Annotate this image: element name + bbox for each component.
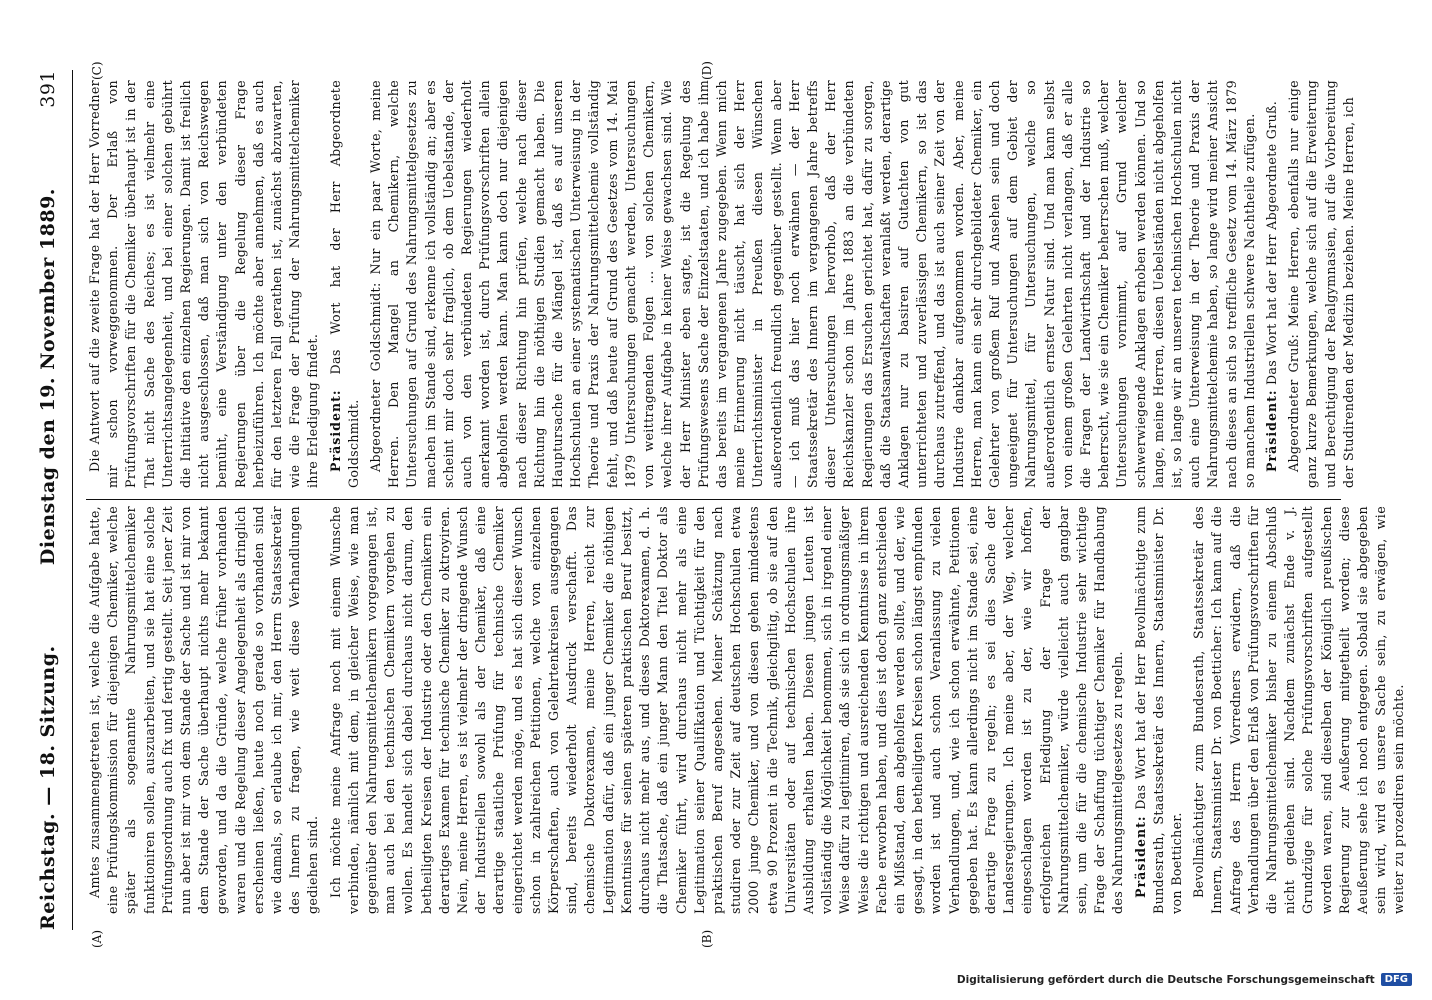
header-rule [72, 70, 73, 930]
paragraph [327, 80, 363, 488]
paragraph [1190, 506, 1408, 914]
paragraph [1285, 80, 1358, 488]
column-divider [86, 499, 1341, 500]
left-column [86, 506, 1413, 914]
paragraph-text: Abgeordneter Goldschmidt: Nur ein paar Worte, meine Herren. Den Mangel an Chemikern, welche Untersuchungen auf Grund des Nahrungsmittelgesetzes zu machen im Stande sind, erkenne ich vollständig an; aber es scheint mir doch sehr fraglich, ob dem Uebelstande, der auch von den verbündeten Regierungen wiederholt anerkannt worden ist, durch Prüfungsvorschriften allein abgeholfen werden kann. Man kann doch nur diejenigen nach dieser Richtung hin prüfen, welche nach dieser Richtung hin die nöthigen Studien gemacht haben. Die Hauptursache für die Mängel ist, daß es auf unseren Hochschulen an einer systematischen Unterweisung in der Theorie und Praxis der Nahrungsmittelchemie vollständig fehlt, und daß heute auf Grund des Gesetzes vom 14. Mai 1879 Untersuchungen gemacht werden, Untersuchungen von weittragenden Folgen ... von solchen Chemikern, welche ihrer Aufgabe in keiner Weise gewachsen sind. Wie der Herr Minister eben sagte, ist die Regelung des Prüfungswesens Sache der Einzelstaaten, und ich habe ihm das bereits im vergangenen Jahre zugegeben. Wenn mich meine Erinnerung nicht täuscht, hat sich der Herr Unterrichtsminister in Preußen diesen Wünschen außerordentlich freundlich gegenüber gestellt. Wenn aber — ich muß das hier noch erwähnen — der Herr Staatssekretär des Innern im vergangenen Jahre betreffs dieser Untersuchungen hervorhob, daß der Herr Reichskanzler schon im Jahre 1883 an die verbündeten Regierungen das Ersuchen gerichtet hat, dafür zu sorgen, daß die Staatsanwaltschaften veranlaßt werden, derartige Anklagen nur zu basiren auf Gutachten von gut unterrichteten und zuverlässigen Chemikern, so ist das durchaus zutreffend, und das ist auch seiner Zeit von der Industrie dankbar aufgenommen worden. Aber, meine Herren, man kann ein sehr durchgebildeter Chemiker, ein Gelehrter von großem Ruf und Ansehen sein und doch ungeeignet für Untersuchungen auf dem Gebiet der Nahrungsmittel, für Untersuchungen, welche so außerordentlich ernster Natur sind. Und man kann selbst von einem großen Gelehrten nicht verlangen, daß er alle die Fragen der Landwirthschaft und der Industrie so beherrscht, wie sie ein Chemiker beherrschen muß, welcher Untersuchungen vornimmt, auf Grund welcher schwerwiegende Anklagen erhoben werden können. Und so lange, meine Herren, diesen Uebelständen nicht abgeholfen ist, so lange wir an unseren technischen Hochschulen nicht auch eine Unterweisung in der Theorie und Praxis der Nahrungsmittelchemie haben, so lange wird meiner Ansicht nach dieses an sich so treffliche Gesetz vom 14. März 1879 so manchem Industriellen schwere Nachtheile zufügen. [368, 80, 1257, 488]
speaker-label: Präsident: [1264, 389, 1279, 472]
paragraph-text: Das Wort hat der Herr Abgeordnete Gruß. [1264, 100, 1279, 386]
paragraph-text: Bevollmächtigter zum Bundesrath, Staatssekretär des Innern, Staatsminister Dr. von Boetticher: Ich kann auf die Anfrage des Herrn Vorredners erwidern, daß die Verhandlungen über den Erlaß von Prüfungsvorschriften für die Nahrungsmittelchemiker bisher zu einem Abschluß nicht gediehen sind. Nachdem zunächst Ende v. J. Grundzüge für solche Prüfungsvorschriften aufgestellt worden waren, sind dieselben der Königlich preußischen Regierung zur Aeußerung mitgetheilt worden; diese Aeußerung sehe ich noch entgegen. Sobald sie abgegeben sein wird, wird es unsere Sache sein, zu erwägen, wie weiter zu prozediren sein möchte. [1191, 506, 1407, 914]
paragraph [327, 506, 1128, 914]
margin-marker-d: (D) [700, 61, 714, 80]
page-header [28, 70, 68, 930]
margin-marker-c: (C) [90, 61, 104, 80]
header-title: Reichstag. — 18. Sitzung. [37, 645, 59, 930]
footer-text: Digitalisierung gefördert durch die Deutsche Forschungsgemeinschaft [956, 973, 1375, 986]
margin-marker-a: (A) [90, 929, 104, 948]
paragraph [86, 80, 323, 488]
speaker-label: Präsident: [327, 389, 343, 472]
paragraph [1263, 80, 1281, 488]
margin-marker-b: (B) [700, 929, 714, 948]
paragraph-text: Das Wort hat der Herr Abgeordnete Goldschmidt. [327, 80, 361, 488]
paragraph [1132, 506, 1187, 914]
speaker-label: Präsident: [1132, 815, 1148, 898]
header-date: Dienstag den 19. November 1889. [37, 188, 59, 566]
paragraph-text: Amtes zusammengetreten ist, welche die Aufgabe hatte, eine Prüfungskommission für diejenigen Chemiker, welche später als sogenannte Nahrungsmittelchemiker funktioniren sollen, auszuarbeiten, und sie hat eine solche Prüfungsordnung auch fix und fertig gestellt. Seit jener Zeit nun aber ist mir von dem Stande der Sache und ist mir von dem Stande der Sache überhaupt nichts mehr bekannt geworden, und da die Gründe, welche früher vorhanden waren und die Regelung dieser Angelegenheit als dringlich erscheinen ließen, heute noch gerade so vorhanden sind wie damals, so erlaube ich mir, den Herrn Staatssekretär des Innern zu fragen, wie weit diese Verhandlungen gediehen sind. [87, 506, 321, 914]
digitization-footer [120, 973, 1412, 986]
paragraph-text: Abgeordneter Gruß: Meine Herren, ebenfalls nur einige ganz kurze Bemerkungen, welche sich auf die Erweiterung und Berechtigung der Realgymnasien, auf die Vorbereitung der Studirenden der Medizin beziehen. Meine Herren, ich [1286, 80, 1356, 488]
dfg-logo: DFG [1381, 973, 1412, 986]
paragraph-text: Ich möchte meine Anfrage noch mit einem Wunsche verbinden, nämlich mit dem, in gleicher Weise, wie man gegenüber den Nahrungsmittelchemikern vorgegangen ist, man auch bei den technischen Chemikern vorgehen zu wollen. Es handelt sich dabei durchaus nicht darum, den betheiligten Kreisen der Industrie oder den Chemikern ein derartiges Examen für technische Chemiker zu oktroyiren. Nein, meine Herren, es ist vielmehr der dringende Wunsch der Industriellen sowohl als der Chemiker, daß eine derartige staatliche Prüfung für technische Chemiker eingerichtet werden möge, und es hat sich dieser Wunsch schon in zahlreichen Petitionen, welche von einzelnen Körperschaften, auch von Gelehrtenkreisen ausgegangen sind, bereits wiederholt Ausdruck verschafft. Das chemische Doktorexamen, meine Herren, reicht zur Legitimation dafür, daß ein junger Chemiker die nöthigen Kenntnisse für seinen späteren praktischen Beruf besitzt, durchaus nicht mehr aus, und dieses Doktorexamen, d. h. die Thatsache, daß ein junger Mann den Titel Doktor als Chemiker führt, wird durchaus nicht mehr als eine Legitimation seiner Qualifikation und Tüchtigkeit für den praktischen Beruf angesehen. Meiner Schätzung nach studiren oder zur Zeit auf deutschen Hochschulen etwa 2000 junge Chemiker, und von diesen gehen mindestens etwa 90 Prozent in die Technik, gleichgiltig, ob sie auf den Universitäten oder auf technischen Hochschulen ihre Ausbildung erhalten haben. Diesen jungen Leuten ist vollständig die Möglichkeit benommen, sich in irgend einer Weise dafür zu legitimiren, daß sie sich in ordnungsmäßiger Weise die richtigen und ausreichenden Kenntnisse in ihrem Fache erworben haben, und dies ist doch ganz entschieden ein Mißstand, dem abgeholfen werden sollte, und der, wie gesagt, in den betheiligten Kreisen schon längst empfunden worden ist und auch schon Veranlassung zu vielen Verhandlungen, und, wie ich schon erwähnte, Petitionen gegeben hat. Es kann allerdings nicht im Stande sei, eine derartige Frage zu regeln; es sei dies Sache der Landesregierungen. Ich meine aber, der Weg, welcher eingeschlagen worden ist zu der, wie wir hoffen, erfolgreichen Erledigung der Frage der Nahrungsmittelchemiker, würde vielleicht auch gangbar sein, um die für die chemische Industrie sehr wichtige Frage der Schaffung tüchtiger Chemiker für Handhabung des Nahrungsmittelgesetzes zu regeln. [327, 506, 1126, 914]
page-number: 391 [37, 70, 59, 108]
paragraph [367, 80, 1259, 488]
paragraph-text: Die Antwort auf die zweite Frage hat der Herr Vorredner mir schon vorweggenommen. Der Erlaß von Prüfungsvorschriften für die Chemiker überhaupt ist in der That nicht Sache des Reiches; es ist vielmehr eine Unterrichtsangelegenheit, und bei einer solchen gebührt die Initiative den einzelnen Regierungen. Damit ist freilich nicht ausgeschlossen, daß man sich von Reichswegen bemüht, eine Verständigung unter den verbündeten Regierungen über die Regelung dieser Frage herbeizuführen. Ich möchte aber annehmen, daß es auch für den letzteren Fall gerathen ist, zunächst abzuwarten, wie die Frage der Prüfung der Nahrungsmittelchemiker ihre Erledigung findet. [87, 80, 321, 488]
paragraph-text: Das Wort hat der Herr Bevollmächtigte zum Bundesrath, Staatssekretär des Innern, Staatsminister Dr. von Boetticher. [1132, 506, 1184, 914]
right-column [86, 80, 1362, 488]
paragraph [86, 506, 323, 914]
